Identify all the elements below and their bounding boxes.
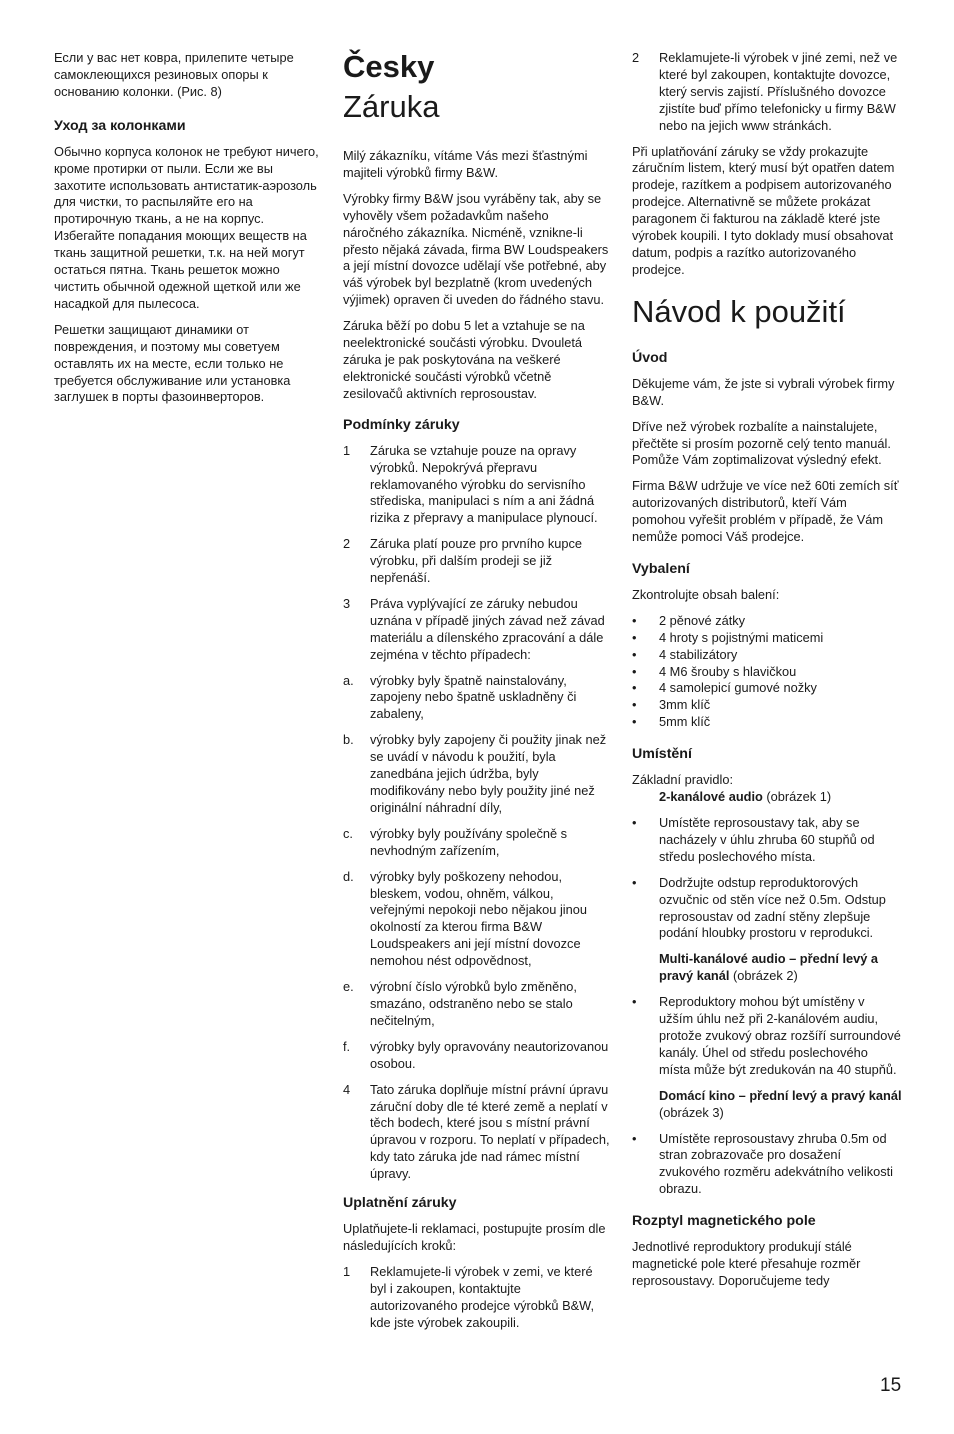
section-heading: Vybalení xyxy=(632,560,690,577)
bullet-icon: • xyxy=(632,714,637,730)
list-number: d. xyxy=(343,868,354,884)
list-text: 4 M6 šrouby s hlavičkou xyxy=(659,663,797,679)
manual-title: Návod k použití xyxy=(632,293,846,329)
figure-reference: (obrázek 3) xyxy=(659,1104,724,1120)
list-text: výrobky byly špatně nainstalovány, zapojeny nebo špatně uskladněny či zabaleny, xyxy=(370,672,577,722)
page-number: 15 xyxy=(880,1375,902,1396)
list-text: výrobky byly zapojeny či použity jinak než se uvádí v návodu k použití, byla zanedbána jejich údržba, byly modifikovány nebo byly použity jiné než originální náhradní díly, xyxy=(370,732,607,815)
list-text: Práva vyplývající ze záruky nebudou uznána v případě jiných závad než závad materiálu a dílenského zpracování a dále zejména v těchto případech: xyxy=(370,595,605,662)
list-text: Záruka se vztahuje pouze na opravy výrobků. Nepokrývá přepravu reklamovaného výrobku do servisního střediska, manipulaci s ním a ani žádná rizika z přepravy a manipulace plynoucí. xyxy=(370,442,598,526)
paragraph: Při uplatňování záruky se vždy prokazujte záručním listem, který musí být opatřen datem prodeje, razítkem a podpisem autorizovaného prodejce. Alternativně se můžete prokázat paragonem či fakturou na základě které jste výrobek koupili. I tyto doklady musí obsahovat datum, podpis a razítko autorizovaného prodejce. xyxy=(632,143,895,277)
bullet-icon: • xyxy=(632,629,637,645)
list-item xyxy=(343,673,611,724)
list-text: výrobní číslo výrobků bylo změněno, smazáno, odstraněno nebo se stalo nečitelným, xyxy=(370,979,577,1028)
bullet-icon: • xyxy=(632,612,637,628)
subsection-label xyxy=(632,951,902,985)
list-item xyxy=(632,630,902,647)
list-number: c. xyxy=(343,825,353,841)
list-item xyxy=(343,826,611,860)
paragraph: Děkujeme vám, že jste si vybrali výrobek firmy B&W. xyxy=(632,375,895,408)
list-item xyxy=(632,815,902,866)
list-item xyxy=(632,664,902,681)
bullet-icon: • xyxy=(632,994,637,1010)
list-text: 4 stabilizátory xyxy=(659,646,738,662)
subsection-label xyxy=(632,1088,902,1122)
list-item xyxy=(343,732,611,817)
list-number: b. xyxy=(343,732,354,748)
paragraph: Milý zákazníku, vítáme Vás mezi šťastnými majiteli výrobků firmy B&W. xyxy=(343,148,588,180)
list-item xyxy=(632,994,902,1079)
list-item xyxy=(343,1082,611,1183)
paragraph: Решетки защищают динамики от повреждения, и поэтому мы советуем оставлять их на месте, если только не требуется обслуживание или установка заглушек в порты фазоинверторов. xyxy=(54,321,291,405)
list-item xyxy=(343,869,611,970)
list-text: výrobky byly poškozeny nehodou, bleskem, vodou, ohněm, válkou, veřejnými nepokoji nebo nějakou jinou okolností za kterou firma B&W Loudspeakers ani její místní dovozce nemohou nést odpovědnost, xyxy=(370,868,587,969)
list-text: Tato záruka doplňuje místní právní úpravu záruční doby dle té které země a neplatí v těch bodech, které jsou s místní právní úpravou v rozporu. To neplatí v případech, kdy tato záruka jde nad rámec místní úpravy. xyxy=(370,1081,610,1182)
list-number: 3 xyxy=(343,595,351,611)
list-number: e. xyxy=(343,979,354,995)
section-heading: Уход за колонками xyxy=(54,117,186,134)
list-text: Dodržujte odstup reproduktorových ozvučnic od stěn více než 0.5m. Odstup reprosoustav od zadní stěny zlepšuje podání hloubky prostoru v reprodukci. xyxy=(659,874,886,941)
list-number: 1 xyxy=(343,442,351,458)
subsection-label xyxy=(632,789,902,806)
list-item xyxy=(343,1264,611,1332)
list-number: 2 xyxy=(343,536,351,552)
section-heading: Rozptyl magnetického pole xyxy=(632,1213,816,1230)
bullet-icon: • xyxy=(632,697,637,713)
list-item xyxy=(343,596,611,664)
bullet-list xyxy=(632,994,902,1079)
list-text: 3mm klíč xyxy=(659,697,711,713)
bullet-icon: • xyxy=(632,1130,637,1146)
list-item xyxy=(343,536,611,587)
list-text: 4 hroty s pojistnými maticemi xyxy=(659,629,824,645)
list-item xyxy=(343,443,611,528)
language-title: Česky xyxy=(343,49,435,84)
paragraph: Jednotlivé reproduktory produkují stálé magnetické pole které přesahuje rozměr reprosoustavy. Doporučujeme tedy xyxy=(632,1239,861,1288)
list-item xyxy=(632,714,902,731)
subsection-title: Domácí kino – přední levý a pravý kanál xyxy=(659,1087,902,1103)
paragraph: Обычно корпуса колонок не требуют ничего, кроме протирки от пыли. Если же вы захотите использовать антистатик-аэрозоль для чистки, то распыляйте его на протирочную ткань, а не на корпус. Избегайте попадания моющих веществ на ткань защитной решетки, т.к. на ней могут остаться пятна. Ткань решеток можно чистить обычной одежной щеткой или же насадкой для пылесоса. xyxy=(54,143,319,311)
paragraph: Výrobky firmy B&W jsou vyráběny tak, aby se vyhověly všem požadavkům našeho náročného zákazníka. Nicméně, vznikne-li přesto nějaká závada, firma BW Loudspeakers a její místní dovozce udělají vše potřebné, aby váš výrobek byl bezplatně (krom uvedených výjimek) opraven či uveden do řádného stavu. xyxy=(343,190,609,308)
bullet-list xyxy=(632,815,902,942)
left-column xyxy=(54,50,322,415)
list-text: Umístěte reprosoustavy tak, aby se nacházely v úhlu zhruba 60 stupňů od středu poslechového místa. xyxy=(659,815,875,864)
paragraph: Zkontrolujte obsah balení: xyxy=(632,586,780,602)
list-item xyxy=(632,697,902,714)
paragraph: Záruka běží po dobu 5 let a vztahuje se na neelektronické součásti výrobku. Dvouletá záruka je pak poskytována na veškeré elektronické součásti výrobků včetně zesilovačů aktivních reprosoustav. xyxy=(343,318,585,401)
bullet-icon: • xyxy=(632,646,637,662)
list-text: Umístěte reprosoustavy zhruba 0.5m od stran zobrazovače pro dosažení zvukového rozměru adekvátního velikosti obrazu. xyxy=(659,1130,894,1197)
section-heading: Podmínky záruky xyxy=(343,416,460,433)
list-text: Záruka platí pouze pro prvního kupce výrobku, při dalším prodeji se již nepřenáší. xyxy=(370,536,582,586)
list-number: f. xyxy=(343,1038,351,1054)
list-item xyxy=(343,979,611,1030)
conditions-list xyxy=(343,443,611,1183)
paragraph: Dříve než výrobek rozbalíte a nainstalujete, přečtěte si prosím pozorně celý tento manuál. Pomůže Vám zoptimalizovat výsledný efekt. xyxy=(632,418,891,468)
list-number: 2 xyxy=(632,50,640,65)
list-item xyxy=(632,875,902,943)
paragraph: Uplatňujete-li reklamaci, postupujte prosím dle následujících kroků: xyxy=(343,1221,606,1253)
bullet-icon: • xyxy=(632,815,637,830)
unpack-list xyxy=(632,613,902,731)
paragraph: Základní pravidlo: xyxy=(632,772,734,788)
right-column xyxy=(632,50,902,1299)
list-item xyxy=(632,613,902,630)
list-text: 4 samolepicí gumové nožky xyxy=(659,680,817,696)
list-item xyxy=(343,1039,611,1073)
list-number: 4 xyxy=(343,1081,351,1097)
list-text: Reproduktory mohou být umístěny v užším úhlu než při 2-kanálovém audiu, protože zvukový obraz rozšíří surroundové kanály. Úhel od středu poslechového místa může být zredukován na 40 stupňů. xyxy=(659,994,901,1077)
subsection-title: 2-kanálové audio xyxy=(659,789,763,805)
list-item xyxy=(632,680,902,697)
subsection-title: Multi-kanálové audio – přední levý a pravý kanál xyxy=(659,951,879,984)
list-text: 2 pěnové zátky xyxy=(659,612,746,628)
bullet-list xyxy=(632,1131,902,1199)
list-number: 1 xyxy=(343,1263,351,1279)
middle-column xyxy=(343,48,611,1340)
paragraph: Если у вас нет ковра, прилепите четыре самоклеющихся резиновых опоры к основанию колонки. (Рис. 8) xyxy=(54,50,294,99)
list-text: výrobky byly používány společně s nevhodným zařízením, xyxy=(370,825,568,858)
list-item xyxy=(632,1131,902,1199)
figure-reference: (obrázek 1) xyxy=(762,789,832,805)
bullet-icon: • xyxy=(632,680,637,696)
section-heading: Uplatnění záruky xyxy=(343,1195,457,1212)
list-number: a. xyxy=(343,672,354,688)
bullet-icon: • xyxy=(632,663,637,679)
list-text: výrobky byly opravovány neautorizovanou osobou. xyxy=(370,1038,609,1071)
warranty-title: Záruka xyxy=(343,89,440,124)
bullet-icon: • xyxy=(632,874,637,890)
section-heading: Umístění xyxy=(632,746,692,763)
list-text: Reklamujete-li výrobek v zemi, ve které byl i zakoupen, kontaktujte autorizovaného prodejce výrobků B&W, kde jste výrobek zakoupili. xyxy=(370,1263,595,1330)
list-item xyxy=(632,647,902,664)
section-heading: Úvod xyxy=(632,349,668,366)
list-text: Reklamujete-li výrobek v jiné zemi, než ve které byl zakoupen, kontaktujte dovozce, který servis zajistí. Příslušného dovozce zjistíte buď přímo telefonicky u firmy B&W nebo na jejich www stránkách. xyxy=(659,50,898,133)
paragraph: Firma B&W udržuje ve více než 60ti zemích síť autorizovaných distributorů, kteří Vám pomohou vyřešit problém v případě, že Vám nemůže pomoci Váš prodejce. xyxy=(632,478,899,545)
list-text: 5mm klíč xyxy=(659,714,711,730)
list-item xyxy=(632,50,902,135)
figure-reference: (obrázek 2) xyxy=(729,968,798,984)
